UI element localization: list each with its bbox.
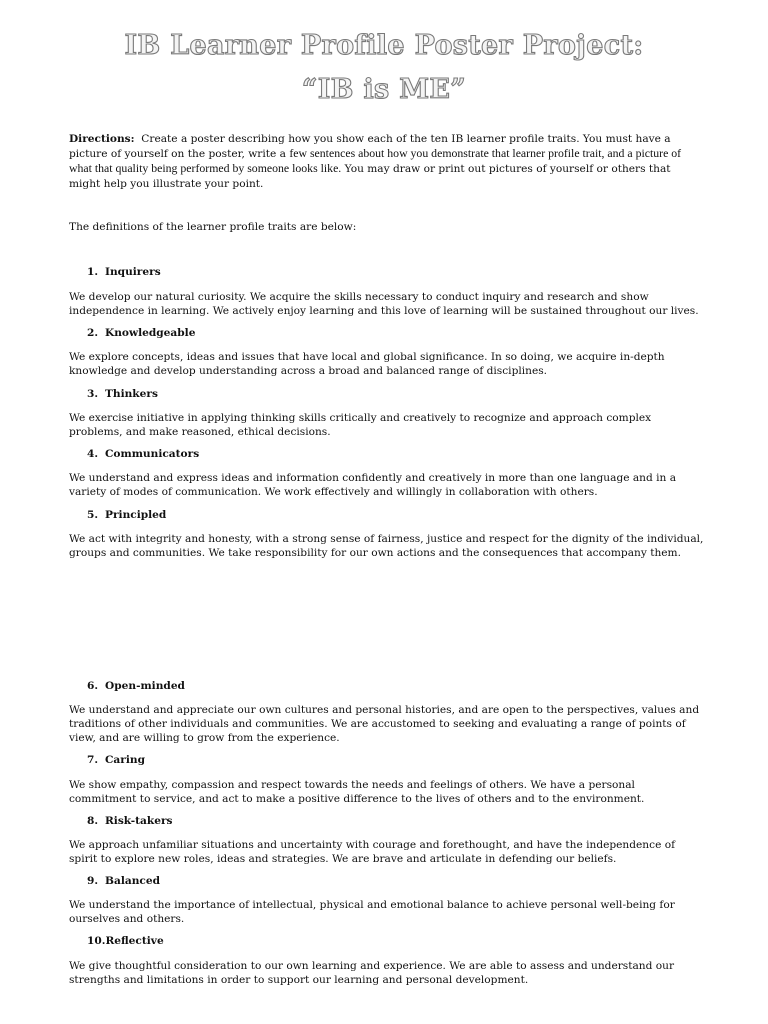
trait-number: 8. <box>87 815 99 827</box>
trait-heading-knowledgeable <box>87 327 195 339</box>
trait-description-reflective: We give thoughtful consideration to our own learning and experience. We are able to assess and understand our strengths and limitations in order to support our learning and personal development. <box>69 960 675 987</box>
trait-description-inquirers: We develop our natural curiosity. We acquire the skills necessary to conduct inquiry and research and show independence in learning. We actively enjoy learning and this love of learning will be sustained throughout our lives. <box>69 291 699 318</box>
directions-text-2: few sentences about how you demonstrate that learner profile trait, and a picture of what that quality being performed by someone looks like. <box>69 146 682 176</box>
trait-heading-communicators <box>87 448 199 460</box>
trait-description-knowledgeable: We explore concepts, ideas and issues that have local and global significance. In so doing, we acquire in-depth knowledge and develop understanding across a broad and balanced range of disciplines. <box>69 351 665 378</box>
trait-description-balanced: We understand the importance of intellectual, physical and emotional balance to achieve personal well-being for ourselves and others. <box>69 899 675 926</box>
trait-heading-reflective <box>87 935 164 947</box>
trait-description-caring: We show empathy, compassion and respect towards the needs and feelings of others. We have a personal commitment to service, and act to make a positive difference to the lives of others and to the environment. <box>69 779 645 806</box>
trait-heading-risk-takers <box>87 815 172 827</box>
trait-heading-principled <box>87 509 166 521</box>
directions-text-1: Create a poster describing how you show each of the ten IB learner profile traits. You must have a picture of yourself on the poster, write a <box>69 133 671 161</box>
trait-name: Caring <box>105 754 146 766</box>
trait-number: 6. <box>87 680 99 692</box>
trait-heading-inquirers <box>87 266 161 278</box>
trait-name: Risk-takers <box>105 815 173 827</box>
trait-description-principled: We act with integrity and honesty, with a strong sense of fairness, justice and respect for the dignity of the individual, groups and communities. We take responsibility for our own actions and the consequences that accompany them. <box>69 533 704 560</box>
intro-text: The definitions of the learner profile traits are below: <box>69 221 357 233</box>
trait-description-communicators: We understand and express ideas and information confidently and creatively in more than one language and in a variety of modes of communication. We work effectively and willingly in collaboration with others. <box>69 472 677 499</box>
trait-name: Principled <box>105 509 167 521</box>
trait-number: 3. <box>87 388 99 400</box>
trait-name: Thinkers <box>105 388 158 400</box>
trait-name: Reflective <box>105 935 164 947</box>
page-subtitle: “IB is ME” <box>301 74 467 105</box>
directions-label: Directions: <box>69 133 135 145</box>
directions-paragraph <box>69 132 705 191</box>
trait-description-open-minded: We understand and appreciate our own cultures and personal histories, and are open to the perspectives, values and traditions of other individuals and communities. We are accustomed to seeking and evaluating a range of points of view, and are willing to grow from the experience. <box>69 704 700 745</box>
trait-number: 9. <box>87 875 99 887</box>
trait-number: 2. <box>87 327 99 339</box>
directions-text-3: You may draw or print out pictures of yourself or others that might help you illustrate your point. <box>69 163 671 190</box>
trait-heading-thinkers <box>87 388 158 400</box>
trait-description-thinkers: We exercise initiative in applying thinking skills critically and creatively to recognize and approach complex problems, and make reasoned, ethical decisions. <box>69 412 652 439</box>
trait-number: 5. <box>87 509 99 521</box>
trait-name: Communicators <box>105 448 200 460</box>
trait-heading-open-minded <box>87 680 185 692</box>
trait-number: 1. <box>87 266 99 278</box>
trait-heading-caring <box>87 754 145 766</box>
trait-name: Knowledgeable <box>105 327 196 339</box>
trait-name: Inquirers <box>105 266 161 278</box>
trait-heading-balanced <box>87 875 160 887</box>
trait-number: 10. <box>87 935 106 947</box>
page-title: IB Learner Profile Poster Project: <box>124 30 644 61</box>
trait-description-risk-takers: We approach unfamiliar situations and uncertainty with courage and forethought, and have the independence of spirit to explore new roles, ideas and strategies. We are brave and articulate in defending our beliefs. <box>69 839 676 866</box>
trait-number: 7. <box>87 754 99 766</box>
trait-name: Balanced <box>105 875 161 887</box>
trait-number: 4. <box>87 448 99 460</box>
trait-name: Open-minded <box>105 680 185 692</box>
